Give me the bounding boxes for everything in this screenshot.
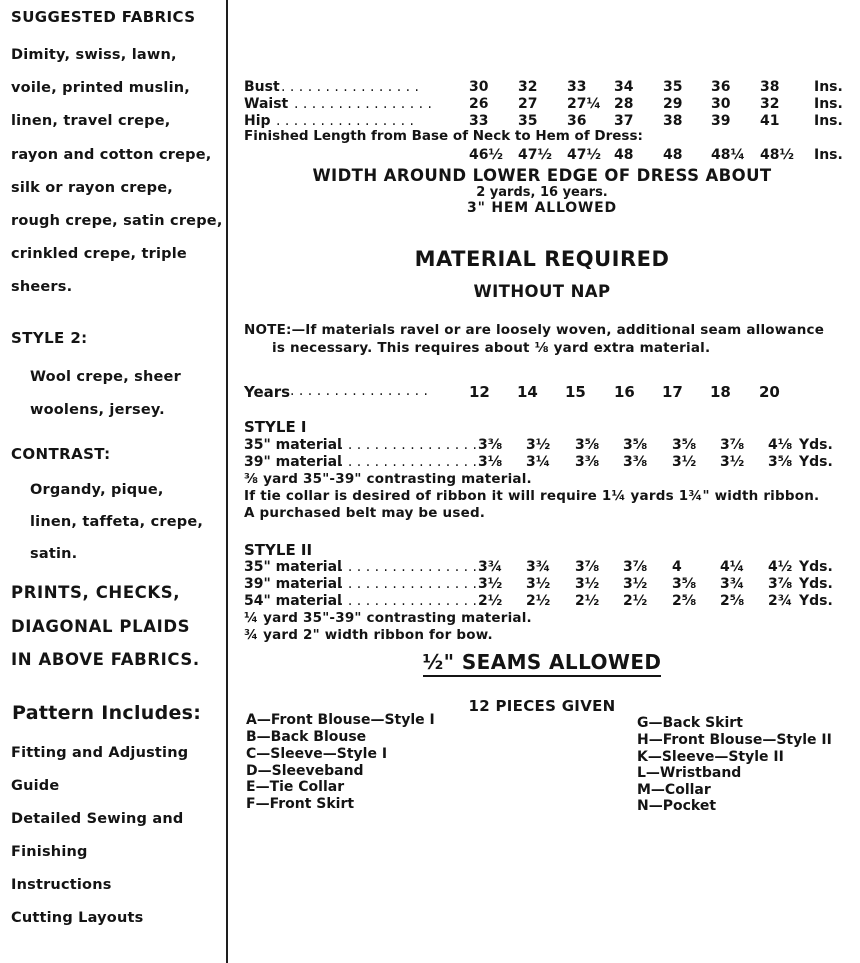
piece-item: C—Sleeve—Style I: [246, 746, 388, 762]
seams-allowed: [244, 650, 840, 674]
year-cell: 18: [710, 383, 731, 401]
years-label: Years: [244, 383, 291, 401]
piece-item: A—Front Blouse—Style I: [246, 712, 435, 728]
hem-note: 3" HEM ALLOWED: [467, 200, 617, 216]
value-cell: 3½: [526, 437, 551, 453]
material-title: MATERIAL REQUIRED: [414, 247, 670, 271]
row-label: 39" material: [244, 454, 342, 470]
dot-leader: . . . . . . . . . . . . . . . .: [339, 576, 477, 592]
row-label: Waist: [244, 96, 289, 112]
row-label: 39" material: [244, 576, 342, 592]
row-label: 35" material: [244, 559, 342, 575]
value-cell: 3⅞: [768, 576, 793, 592]
value-cell: 47½: [518, 147, 552, 163]
value-cell: 33: [567, 79, 587, 95]
dot-leader: . . . . . . . . . . . . . . . .: [339, 454, 477, 470]
value-cell: 48¼: [711, 147, 745, 163]
width-value: 2 yards, 16 years.: [476, 185, 608, 200]
prints-line: IN ABOVE FABRICS.: [11, 650, 200, 669]
value-cell: 4¼: [720, 559, 745, 575]
value-cell: 3½: [672, 454, 697, 470]
value-cell: 3¾: [720, 576, 745, 592]
piece-item: L—Wristband: [637, 765, 742, 781]
unit-cell: Ins.: [814, 113, 843, 129]
unit-cell: Ins.: [814, 79, 843, 95]
value-cell: 3¾: [478, 559, 503, 575]
value-cell: 47½: [567, 147, 601, 163]
style2-title: STYLE II: [244, 541, 313, 559]
row-label: Bust: [244, 79, 280, 95]
value-cell: 3⅜: [478, 437, 503, 453]
value-cell: 38: [760, 79, 780, 95]
value-cell: 27¼: [567, 96, 601, 112]
value-cell: 2⅝: [672, 593, 697, 609]
value-cell: 35: [518, 113, 538, 129]
style2-title: STYLE 2:: [11, 329, 88, 347]
pattern-line: Fitting and Adjusting: [11, 745, 189, 761]
unit-cell: Ins.: [814, 96, 843, 112]
pattern-includes-title: Pattern Includes:: [12, 702, 202, 724]
value-cell: 30: [711, 96, 731, 112]
note-line: is necessary. This requires about ⅛ yard extra material.: [272, 340, 711, 356]
value-cell: 4½: [768, 559, 793, 575]
pattern-line: Instructions: [11, 877, 112, 893]
suggested-fabrics-title: SUGGESTED FABRICS: [11, 8, 196, 26]
value-cell: 3⅝: [672, 437, 697, 453]
year-cell: 16: [614, 383, 635, 401]
dot-leader: . . . . . . . . . . . . . . . .: [339, 437, 477, 453]
value-cell: 33: [469, 113, 489, 129]
style1-note: A purchased belt may be used.: [244, 505, 486, 521]
fabric-line: Dimity, swiss, lawn,: [11, 47, 177, 63]
pattern-line: Cutting Layouts: [11, 910, 144, 926]
width-title: WIDTH AROUND LOWER EDGE OF DRESS ABOUT: [312, 166, 772, 185]
value-cell: 28: [614, 96, 634, 112]
value-cell: 32: [518, 79, 538, 95]
contrast-line: satin.: [30, 546, 78, 562]
value-cell: 2¾: [768, 593, 793, 609]
style2-line: Wool crepe, sheer: [30, 369, 181, 385]
dot-leader: . . . . . . . . . . . . . . . .: [339, 593, 477, 609]
pieces-title: 12 PIECES GIVEN: [468, 697, 616, 715]
value-cell: 3½: [720, 454, 745, 470]
column-divider: [226, 0, 228, 963]
finished-length-label: Finished Length from Base of Neck to Hem of Dress:: [244, 128, 643, 144]
value-cell: 3⅝: [672, 576, 697, 592]
style2-line: woolens, jersey.: [30, 402, 165, 418]
year-cell: 15: [565, 383, 586, 401]
value-cell: 2⅝: [720, 593, 745, 609]
value-cell: 3½: [575, 576, 600, 592]
row-label: 35" material: [244, 437, 342, 453]
value-cell: 34: [614, 79, 634, 95]
value-cell: 29: [663, 96, 683, 112]
fabric-line: rough crepe, satin crepe,: [11, 213, 223, 229]
dot-leader: . . . . . . . . . . . . . . . .: [290, 383, 428, 399]
value-cell: 3½: [526, 576, 551, 592]
value-cell: 41: [760, 113, 780, 129]
value-cell: 3⅝: [575, 437, 600, 453]
contrast-line: linen, taffeta, crepe,: [30, 514, 204, 530]
year-cell: 14: [517, 383, 538, 401]
style2-note: ¼ yard 35"-39" contrasting material.: [244, 610, 532, 626]
value-cell: 37: [614, 113, 634, 129]
value-cell: 3⅝: [623, 437, 648, 453]
contrast-line: Organdy, pique,: [30, 482, 164, 498]
value-cell: 38: [663, 113, 683, 129]
dot-leader: . . . . . . . . . . . . . . . .: [276, 113, 414, 129]
material-subtitle: WITHOUT NAP: [473, 282, 611, 301]
note-line: NOTE:—If materials ravel or are loosely woven, additional seam allowance: [244, 322, 825, 338]
value-cell: 3½: [623, 576, 648, 592]
value-cell: 3¼: [526, 454, 551, 470]
piece-item: K—Sleeve—Style II: [637, 749, 784, 765]
piece-item: N—Pocket: [637, 798, 717, 814]
value-cell: 36: [711, 79, 731, 95]
contrast-title: CONTRAST:: [11, 445, 111, 463]
pattern-line: Detailed Sewing and: [11, 811, 184, 827]
style2-note: ¾ yard 2" width ribbon for bow.: [244, 627, 493, 643]
value-cell: 39: [711, 113, 731, 129]
value-cell: 3⅜: [623, 454, 648, 470]
value-cell: 26: [469, 96, 489, 112]
piece-item: M—Collar: [637, 782, 711, 798]
style1-note: If tie collar is desired of ribbon it will require 1¼ yards 1¾" width ribbon.: [244, 488, 820, 504]
value-cell: 48: [663, 147, 683, 163]
fabric-line: rayon and cotton crepe,: [11, 147, 212, 163]
unit-cell: Yds.: [799, 576, 833, 592]
year-cell: 17: [662, 383, 683, 401]
value-cell: 2½: [575, 593, 600, 609]
value-cell: 2½: [478, 593, 503, 609]
value-cell: 3½: [478, 576, 503, 592]
fabric-line: linen, travel crepe,: [11, 113, 171, 129]
piece-item: F—Front Skirt: [246, 796, 355, 812]
value-cell: 2½: [526, 593, 551, 609]
fabric-line: sheers.: [11, 279, 73, 295]
pattern-line: Guide: [11, 778, 60, 794]
row-label: Hip: [244, 113, 271, 129]
unit-cell: Yds.: [799, 593, 833, 609]
dot-leader: . . . . . . . . . . . . . . . .: [281, 79, 419, 95]
value-cell: 32: [760, 96, 780, 112]
fabric-line: voile, printed muslin,: [11, 80, 190, 96]
pattern-line: Finishing: [11, 844, 88, 860]
unit-cell: Yds.: [799, 559, 833, 575]
style1-note: ⅜ yard 35"-39" contrasting material.: [244, 471, 532, 487]
piece-item: B—Back Blouse: [246, 729, 367, 745]
prints-line: PRINTS, CHECKS,: [11, 583, 181, 602]
value-cell: 3⅝: [768, 454, 793, 470]
fabric-line: silk or rayon crepe,: [11, 180, 173, 196]
value-cell: 48½: [760, 147, 794, 163]
year-cell: 20: [759, 383, 780, 401]
piece-item: H—Front Blouse—Style II: [637, 732, 832, 748]
piece-item: E—Tie Collar: [246, 779, 345, 795]
value-cell: 3⅛: [478, 454, 503, 470]
unit-cell: Yds.: [799, 454, 833, 470]
value-cell: 4: [672, 559, 682, 575]
unit-cell: Ins.: [814, 147, 843, 163]
value-cell: 3⅞: [720, 437, 745, 453]
value-cell: 46½: [469, 147, 503, 163]
dot-leader: . . . . . . . . . . . . . . . .: [294, 96, 432, 112]
piece-item: D—Sleeveband: [246, 763, 364, 779]
dot-leader: . . . . . . . . . . . . . . . .: [339, 559, 477, 575]
row-label: 54" material: [244, 593, 342, 609]
piece-item: G—Back Skirt: [637, 715, 743, 731]
value-cell: 3¾: [526, 559, 551, 575]
value-cell: 48: [614, 147, 634, 163]
style1-title: STYLE I: [244, 418, 307, 436]
value-cell: 4⅛: [768, 437, 793, 453]
value-cell: 2½: [623, 593, 648, 609]
prints-line: DIAGONAL PLAIDS: [11, 617, 191, 636]
value-cell: 3⅞: [623, 559, 648, 575]
value-cell: 36: [567, 113, 587, 129]
value-cell: 30: [469, 79, 489, 95]
year-cell: 12: [469, 383, 490, 401]
value-cell: 3⅞: [575, 559, 600, 575]
value-cell: 3⅜: [575, 454, 600, 470]
value-cell: 27: [518, 96, 538, 112]
seams-allowed-text: ½" SEAMS ALLOWED: [423, 650, 662, 677]
unit-cell: Yds.: [799, 437, 833, 453]
value-cell: 35: [663, 79, 683, 95]
fabric-line: crinkled crepe, triple: [11, 246, 187, 262]
